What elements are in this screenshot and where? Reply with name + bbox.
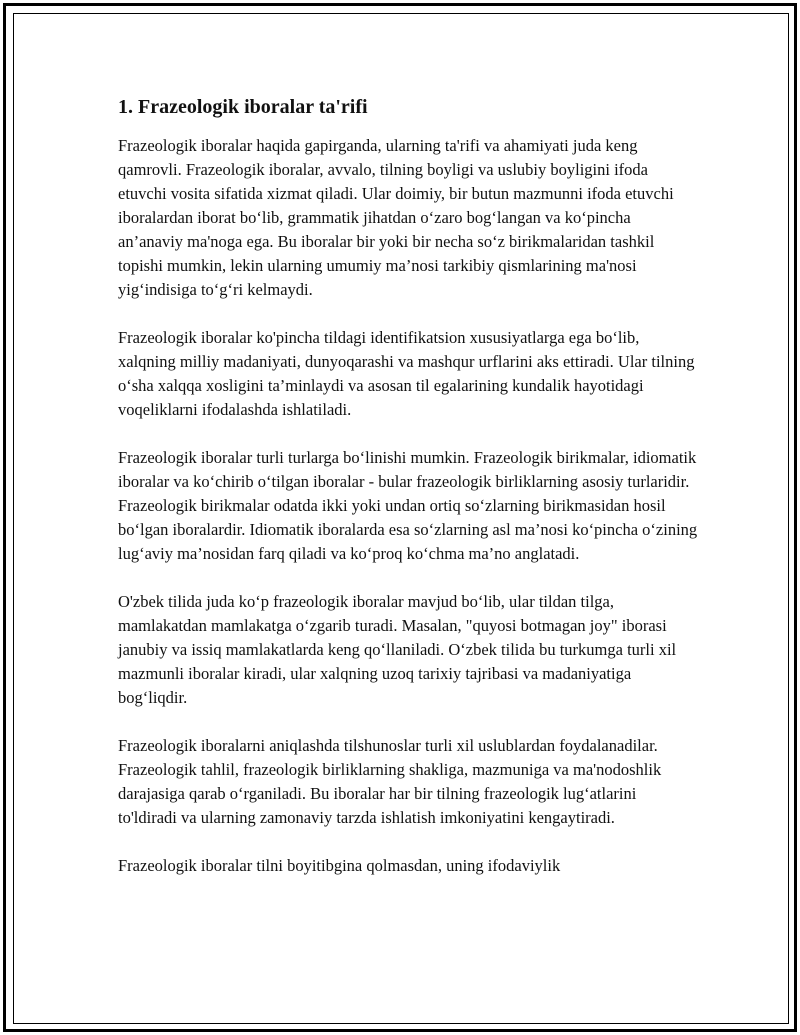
- paragraph-2: Frazeologik iboralar ko'pincha tildagi identifikatsion xususiyatlarga ega bo‘lib, xalqning milliy madaniyati, dunyoqarashi va mashqur urflarini aks ettiradi. Ular tilning o‘sha xalqqa xosligini ta’minlaydi va asosan til egalarining kundalik hayotidagi voqeliklarni ifodalashda ishlatiladi.: [118, 328, 695, 419]
- paragraph-6: Frazeologik iboralar tilni boyitibgina qolmasdan, uning ifodaviylik: [118, 856, 561, 875]
- section-heading: 1. Frazeologik iboralar ta'rifi: [118, 96, 368, 118]
- paragraph-3: Frazeologik iboralar turli turlarga bo‘linishi mumkin. Frazeologik birikmalar, idiomatik iboralar va ko‘chirib o‘tilgan iboralar - bular frazeologik birliklarning asosiy turlaridir. Frazeologik birikmalar odatda ikki yoki undan ortiq so‘zlarning birikmasidan hosil bo‘lgan iboralardir. Idiomatik iboralarda esa so‘zlarning asl ma’nosi ko‘pincha o‘zining lug‘aviy ma’nosidan farq qiladi va ko‘proq ko‘chma ma’no anglatadi.: [118, 448, 698, 563]
- paragraph-4: O'zbek tilida juda ko‘p frazeologik iboralar mavjud bo‘lib, ular tildan tilga, mamlakatdan mamlakatga o‘zgarib turadi. Masalan, "quyosi botmagan joy" iborasi janubiy va issiq mamlakatlarda keng qo‘llaniladi. O‘zbek tilida bu turkumga turli xil mazmunli iboralar kiradi, ular xalqning uzoq tarixiy tajribasi va madaniyatiga bog‘liqdir.: [118, 592, 677, 707]
- document-body: [118, 94, 698, 902]
- paragraph-5: Frazeologik iboralarni aniqlashda tilshunoslar turli xil uslublardan foydalanadilar. Frazeologik tahlil, frazeologik birliklarning shakliga, mazmuniga va ma'nodoshlik darajasiga qarab o‘rganiladi. Bu iboralar har bir tilning frazeologik lug‘atlarini to'ldiradi va ularning zamonaviy tarzda ishlatish imkoniyatini kengaytiradi.: [118, 736, 662, 827]
- paragraph-1: Frazeologik iboralar haqida gapirganda, ularning ta'rifi va ahamiyati juda keng qamrovli. Frazeologik iboralar, avvalo, tilning boyligi va uslubiy boyligini ifoda etuvchi vosita sifatida xizmat qiladi. Ular doimiy, bir butun mazmunni ifoda etuvchi iboralardan iborat bo‘lib, grammatik jihatdan o‘zaro bog‘langan va ko‘pincha an’anaviy ma'noga ega. Bu iboralar bir yoki bir necha so‘z birikmalaridan tashkil topishi mumkin, lekin ularning umumiy ma’nosi tarkibiy qismlarining ma'nosi yig‘indisiga to‘g‘ri kelmaydi.: [118, 136, 674, 299]
